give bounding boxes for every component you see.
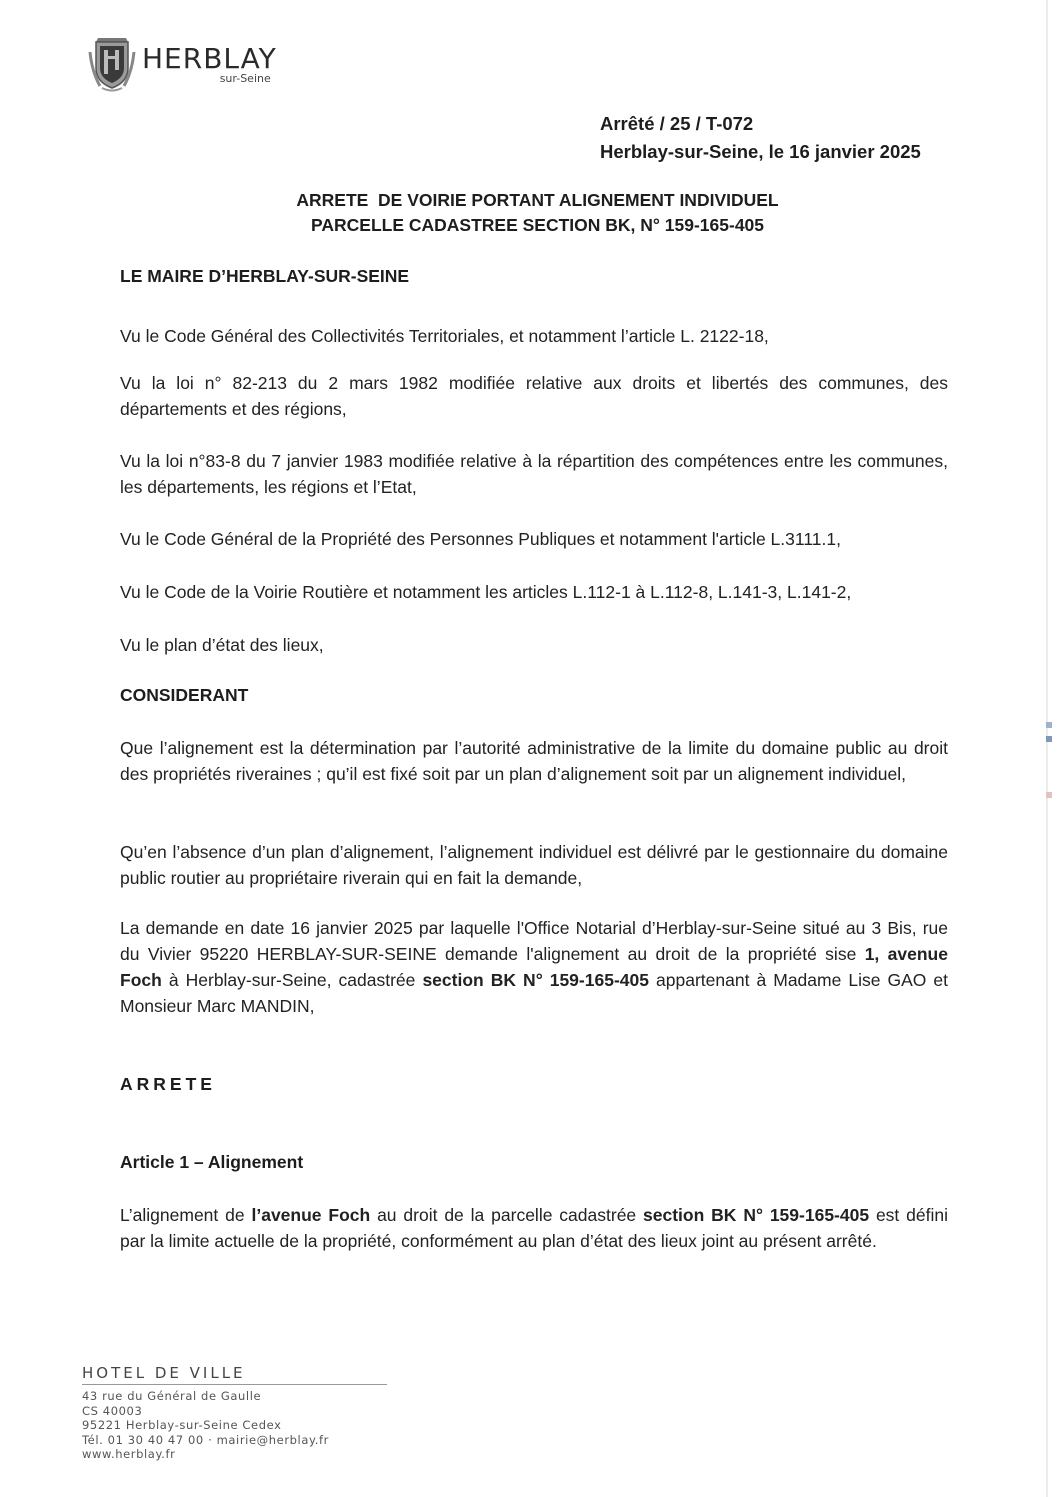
article-text: au droit de la parcelle cadastrée	[370, 1205, 644, 1225]
parcel-reference: section BK N° 159-165-405	[422, 970, 649, 990]
request-text: La demande en date 16 janvier 2025 par laquelle l'Office Notarial d’Herblay-sur-Seine situé au 3 Bis, rue du Vivier 95220 HERBLAY-SUR-SEINE demande l'alignement au droit de la propriété sise	[120, 918, 948, 964]
decree-reference	[600, 110, 921, 166]
visa-item: Vu le Code Général de la Propriété des Personnes Publiques et notamment l'article L.3111.1,	[120, 529, 841, 549]
footer-line: Tél. 01 30 40 47 00 · mairie@herblay.fr	[82, 1432, 329, 1447]
article-1-title: Article 1 – Alignement	[120, 1152, 304, 1172]
visa-item: Vu le Code Général des Collectivités Territoriales, et notamment l’article L. 2122-18,	[120, 326, 769, 346]
considerant-paragraph: Que l’alignement est la détermination par l’autorité administrative de la limite du domaine public au droit des propriétés riveraines ; qu’il est fixé soit par un plan d’alignement soit par un alignement individuel,	[120, 738, 948, 784]
considerant-heading: CONSIDERANT	[120, 685, 249, 705]
request-paragraph	[120, 915, 948, 1019]
street-name: l’avenue Foch	[251, 1205, 371, 1225]
article-1-body	[120, 1202, 948, 1254]
visa-item: Vu le plan d’état des lieux,	[120, 635, 324, 655]
scan-edge-line	[1046, 0, 1048, 1497]
request-text: appartenant à Madame Lise GAO et Monsieur Marc MANDIN,	[120, 970, 949, 1016]
authority-heading: LE MAIRE D’HERBLAY-SUR-SEINE	[120, 266, 410, 286]
decree-number: Arrêté / 25 / T-072	[600, 113, 754, 134]
parcel-reference: section BK N° 159-165-405	[643, 1205, 870, 1225]
logo-name: HERBLAY	[142, 42, 277, 75]
document-title-line2: PARCELLE CADASTREE SECTION BK, N° 159-165-405	[310, 215, 765, 235]
scan-mark	[1046, 736, 1052, 742]
property-address: 1, avenue Foch	[120, 944, 948, 990]
document-title-line1: ARRETE DE VOIRIE PORTANT ALIGNEMENT INDIVIDUEL	[296, 190, 779, 210]
visa-item: Vu la loi n°83-8 du 7 janvier 1983 modifiée relative à la répartition des compétences entre les communes, les départements, les régions et l’Etat,	[120, 451, 948, 497]
footer-line: CS 40003	[82, 1403, 143, 1418]
visa-item: Vu la loi n° 82-213 du 2 mars 1982 modifiée relative aux droits et libertés des communes, des départements et des régions,	[120, 373, 948, 419]
article-text: L’alignement de	[120, 1205, 252, 1225]
logo-subtitle: sur-Seine	[219, 72, 271, 85]
herblay-logo	[88, 32, 277, 94]
scan-mark	[1046, 722, 1052, 728]
request-text: à Herblay-sur-Seine, cadastrée	[161, 970, 423, 990]
coat-of-arms-icon	[88, 32, 136, 94]
footer-line: 95221 Herblay-sur-Seine Cedex	[82, 1418, 282, 1432]
footer-address	[82, 1364, 402, 1462]
footer-divider	[82, 1384, 387, 1385]
footer-line: 43 rue du Général de Gaulle	[82, 1389, 262, 1403]
decree-place-date: Herblay-sur-Seine, le 16 janvier 2025	[600, 141, 921, 162]
scan-mark	[1046, 792, 1052, 798]
footer-title: HOTEL DE VILLE	[82, 1364, 246, 1382]
considerant-paragraph: Qu’en l’absence d’un plan d’alignement, l’alignement individuel est délivré par le gestionnaire du domaine public routier au propriétaire riverain qui en fait la demande,	[120, 842, 948, 888]
visa-item: Vu le Code de la Voirie Routière et notamment les articles L.112-1 à L.112-8, L.141-3, L.141-2,	[120, 582, 852, 602]
footer-website: www.herblay.fr	[82, 1447, 176, 1461]
article-text: est défini par la limite actuelle de la propriété, conformément au plan d’état des lieux joint au présent arrêté.	[120, 1205, 948, 1251]
arrete-heading: ARRETE	[120, 1074, 216, 1094]
